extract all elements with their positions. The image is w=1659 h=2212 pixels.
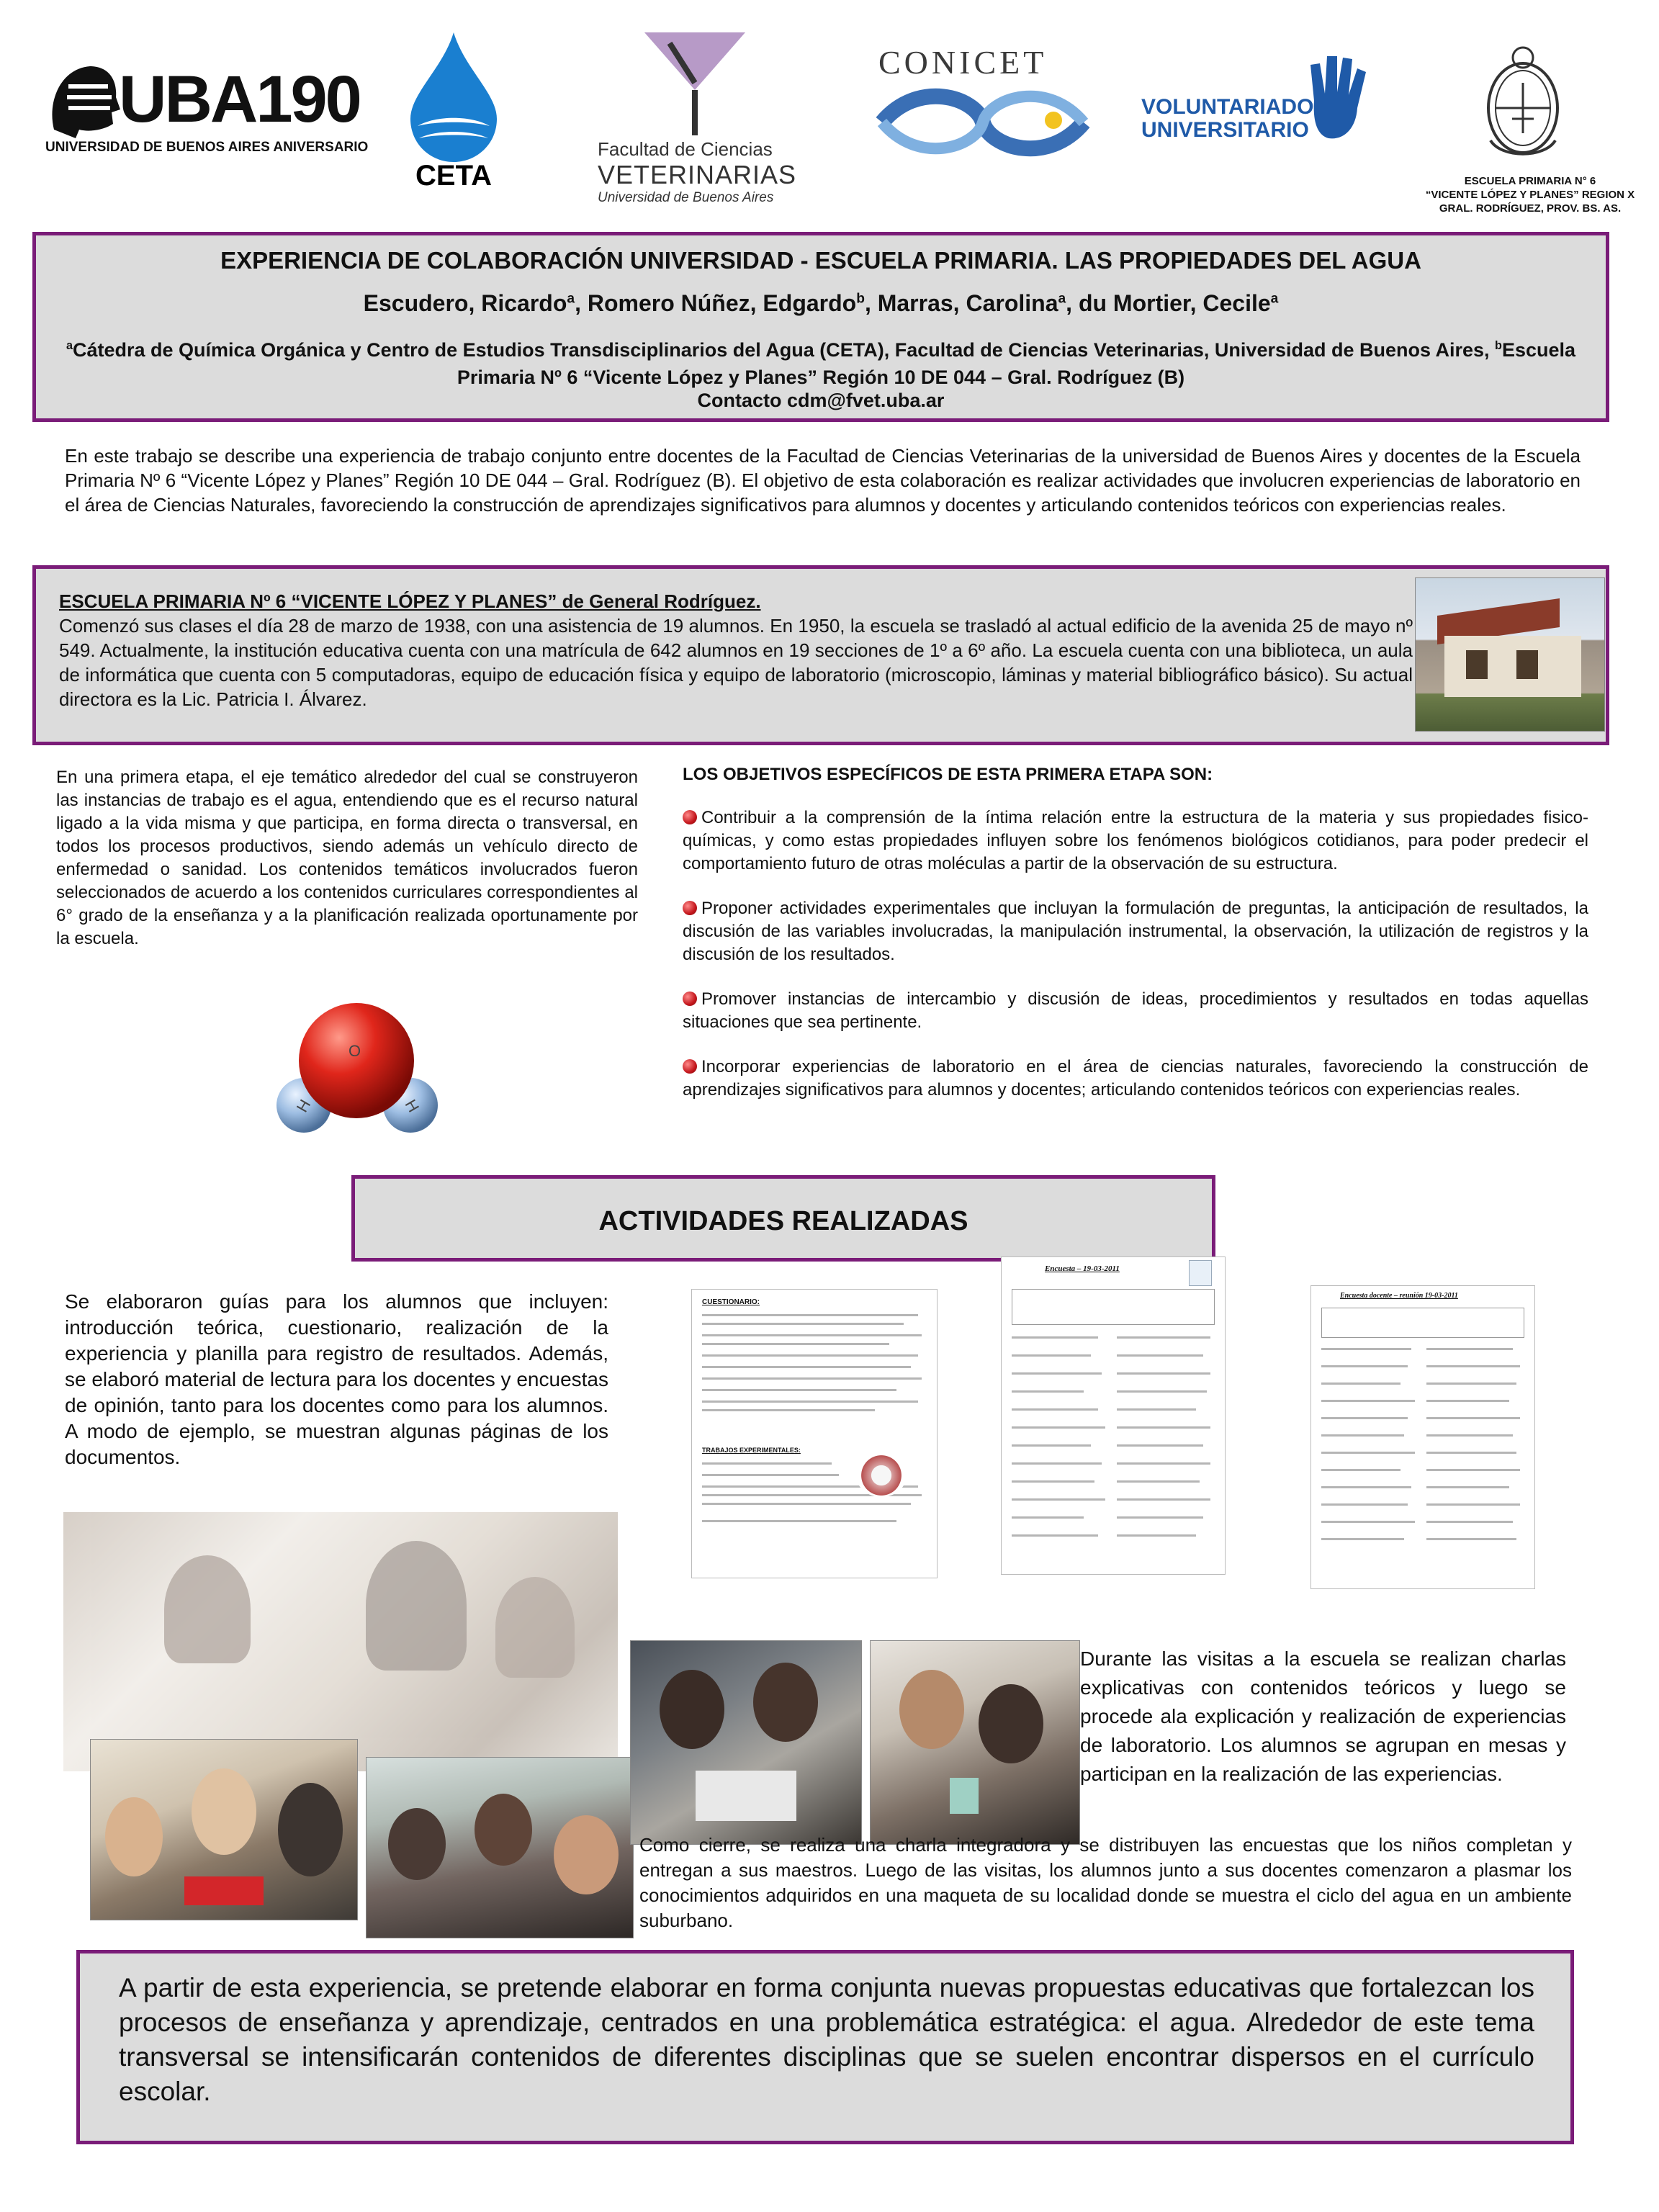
conclusion-text: A partir de esta experiencia, se pretende elaborar en forma conjunta nuevas propuestas educativas que fortalezcan los procesos de enseñanza y aprendizaje, centrados en una problemática estratégica: el agua. Alrededor de este tema transversal se intensificarán contenidos de diferentes disciplinas que se suelen encontrar dispersos en el currículo escolar.: [119, 1973, 1534, 2106]
lab-photo-1: [630, 1640, 862, 1845]
activities-heading: ACTIVIDADES REALIZADAS: [598, 1206, 968, 1236]
logo-voluntariado: [1141, 50, 1379, 144]
intro-paragraph: En este trabajo se describe una experiencia de trabajo conjunto entre docentes de la Facultad de Ciencias Veterinarias de la universidad de Buenos Aires y docentes de la Escuela Primaria Nº 6 “Vicente López y Planes” Región 10 DE 044 – Gral. Rodríguez (B). El objetivo de esta colaboración es realizar actividades que involucren experiencias de laboratorio en el área de Ciencias Naturales, favoreciendo la construcción de aprendizajes significativos para alumnos y docentes y articulando contenidos teóricos con experiencias reales.: [65, 445, 1581, 516]
logo-ceta: [403, 29, 504, 194]
ceta-label: CETA: [415, 160, 492, 192]
objective-item: Incorporar experiencias de laboratorio en el área de ciencias naturales, favoreciendo la construcción de aprendizajes significativos para alumnos y docentes; articulando contenidos teóricos con experiencias reales.: [683, 1057, 1588, 1100]
fvet-line3: Universidad de Buenos Aires: [598, 190, 774, 205]
uba-name: UBA190: [119, 63, 360, 136]
doc1-title: CUESTIONARIO:: [702, 1298, 760, 1306]
doc3-title: Encuesta docente – reunión 19-03-2011: [1340, 1292, 1458, 1300]
doc2-title: Encuesta – 19-03-2011: [1045, 1264, 1120, 1273]
school-text: [59, 589, 1413, 711]
sample-doc-cuestionario: [691, 1289, 938, 1578]
water-molecule: [274, 997, 439, 1148]
objective-item: Contribuir a la comprensión de la íntima relación entre la estructura de la materia y sus propiedades fisico-químicas, y como estas propiedades influyen sobre los fenómenos biológicos cotidianos, para poder predecir el comportamiento futuro de otras moléculas a partir de la observación de su estructura.: [683, 808, 1588, 873]
argentina-seal-icon: [1480, 40, 1566, 162]
logo-school: [1415, 40, 1645, 216]
atom-h2-label: H: [401, 1096, 423, 1115]
bullet-icon: [683, 901, 697, 915]
bullet-icon: [683, 992, 697, 1006]
contact: Contacto cdm@fvet.uba.ar: [697, 390, 945, 411]
visits-text: Durante las visitas a la escuela se realizan charlas explicativas con contenidos teóricos y luego se procede ala explicación y realización de experiencias de laboratorio. Los alumnos se agrupan en mesas y participan en la realización de las experiencias.: [1080, 1647, 1566, 1785]
logo-conicet: [875, 43, 1091, 166]
author-3: Marras, Carolina$^a$,: [877, 290, 1079, 316]
fvet-y-icon: [641, 29, 749, 137]
author-2: Romero Núñez, Edgardo$^b$,: [587, 290, 878, 316]
sample-doc-encuesta-alumnos: [1001, 1256, 1226, 1575]
logo-uba: [40, 58, 369, 158]
logo-fvet: [598, 29, 797, 209]
flower-icon: [856, 1454, 907, 1497]
voluntariado-line1: VOLUNTARIADO: [1141, 95, 1314, 119]
fvet-line1: Facultad de Ciencias: [598, 138, 773, 160]
classroom-photo-large: [63, 1512, 618, 1771]
school-line1: ESCUELA PRIMARIA N° 6: [1464, 175, 1596, 187]
voluntariado-line2: UNIVERSITARIO: [1141, 118, 1309, 142]
water-drop-icon: [403, 29, 504, 166]
bullet-icon: [683, 1059, 697, 1074]
school-line3: GRAL. RODRÍGUEZ, PROV. BS. AS.: [1439, 202, 1622, 215]
conicet-swirl-icon: [875, 83, 1091, 162]
guides-text: Se elaboraron guías para los alumnos que incluyen: introducción teórica, cuestionario, realización de la experiencia y planilla para registro de resultados. Además, se elaboró material de lectura para los docentes y encuestas de opinión, tanto para los docentes como para los alumnos. A modo de ejemplo, se muestran algunas páginas de los documentos.: [65, 1290, 608, 1468]
author-1: Escudero, Ricardo$^a$,: [363, 290, 588, 316]
objectives: [683, 765, 1588, 1102]
uba-head-icon: [40, 58, 126, 144]
affiliations: $^a$Cátedra de Química Orgánica y Centro de Estudios Transdisciplinarios del Agua (CETA), Facultad de Ciencias Veterinarias, Universidad de Buenos Aires, $^b$Escuela Primaria Nº 6 “Vicente López y Planes” Región 10 DE 044 – Gral. Rodríguez (B): [66, 339, 1576, 388]
atom-h1-label: H: [292, 1096, 315, 1115]
closing-text: Como cierre, se realiza una charla integradora y se distribuyen las encuestas que los niños completan y entregan a sus maestros. Luego de las visitas, los alumnos junto a sus docentes comenzaron a plasmar los conocimientos adquiridos en una maqueta de su localidad donde se muestra el ciclo del agua en un ambiente suburbano.: [639, 1834, 1572, 1931]
objectives-heading: LOS OBJETIVOS ESPECÍFICOS DE ESTA PRIMERA ETAPA SON:: [683, 765, 1213, 784]
atom-o-label: O: [349, 1042, 361, 1060]
conicet-label: CONICET: [878, 44, 1048, 81]
poster-title: EXPERIENCIA DE COLABORACIÓN UNIVERSIDAD - ESCUELA PRIMARIA. LAS PROPIEDADES DEL AGUA: [220, 247, 1421, 274]
fvet-line2: VETERINARIAS: [598, 160, 797, 189]
school-description: Comenzó sus clases el día 28 de marzo de 1938, con una asistencia de 19 alumnos. En 1950, la escuela se trasladó al actual edificio de la avenida 25 de mayo nº 549. Actualmente, la institución educativa cuenta con una matrícula de 642 alumnos en 19 secciones de 1º a 6º año. La escuela cuenta con una biblioteca, un aula de informática que cuenta con 5 computadoras, equipo de educación física y equipo de laboratorio (microscopio, láminas y material bibliográfico básico). Su actual directora es la Lic. Patricia I. Álvarez.: [59, 615, 1413, 710]
hand-icon: [1300, 50, 1379, 144]
doc1-section: TRABAJOS EXPERIMENTALES:: [702, 1447, 801, 1454]
header-box: [32, 232, 1609, 422]
lab-photo-2: [870, 1640, 1080, 1845]
clipart-icon: [1189, 1260, 1212, 1286]
classroom-photo-2: [366, 1757, 634, 1938]
sample-doc-encuesta-docentes: [1310, 1285, 1535, 1589]
first-stage-text: En una primera etapa, el eje temático alrededor del cual se construyeron las instancias de trabajo es el agua, entendiendo que es el recurso natural ligado a la vida misma y que participa, en forma directa o transversal, en todos los procesos productivos, siendo además un vehículo directo de enfermedad o sanidad. Los contenidos temáticos involucrados fueron seleccionados de acuerdo a los contenidos curriculares correspondientes al 6° grado de la enseñanza y a la planificación realizada oportunamente por la escuela.: [56, 768, 638, 948]
objective-item: Promover instancias de intercambio y discusión de ideas, procedimientos y resultados en todas aquellas situaciones que sea pertinente.: [683, 989, 1588, 1032]
classroom-photo-1: [90, 1739, 358, 1920]
school-line2: “VICENTE LÓPEZ Y PLANES” REGION X: [1425, 189, 1635, 201]
conclusion-box: [76, 1950, 1574, 2144]
school-box: [32, 565, 1609, 745]
uba-subtitle: UNIVERSIDAD DE BUENOS AIRES ANIVERSARIO: [45, 140, 369, 155]
author-list: [36, 290, 1606, 317]
author-4: du Mortier, Cecile$^a$: [1078, 290, 1279, 316]
activities-heading-box: [351, 1175, 1215, 1262]
objective-item: Proponer actividades experimentales que incluyan la formulación de preguntas, la anticipación de resultados, la discusión de las variables involucradas, la manipulación instrumental, la observación, la utilización de registros y la discusión de los resultados.: [683, 899, 1588, 964]
school-building-photo: [1415, 577, 1605, 732]
bullet-icon: [683, 810, 697, 824]
school-heading: ESCUELA PRIMARIA Nº 6 “VICENTE LÓPEZ Y PLANES” de General Rodríguez.: [59, 590, 761, 612]
